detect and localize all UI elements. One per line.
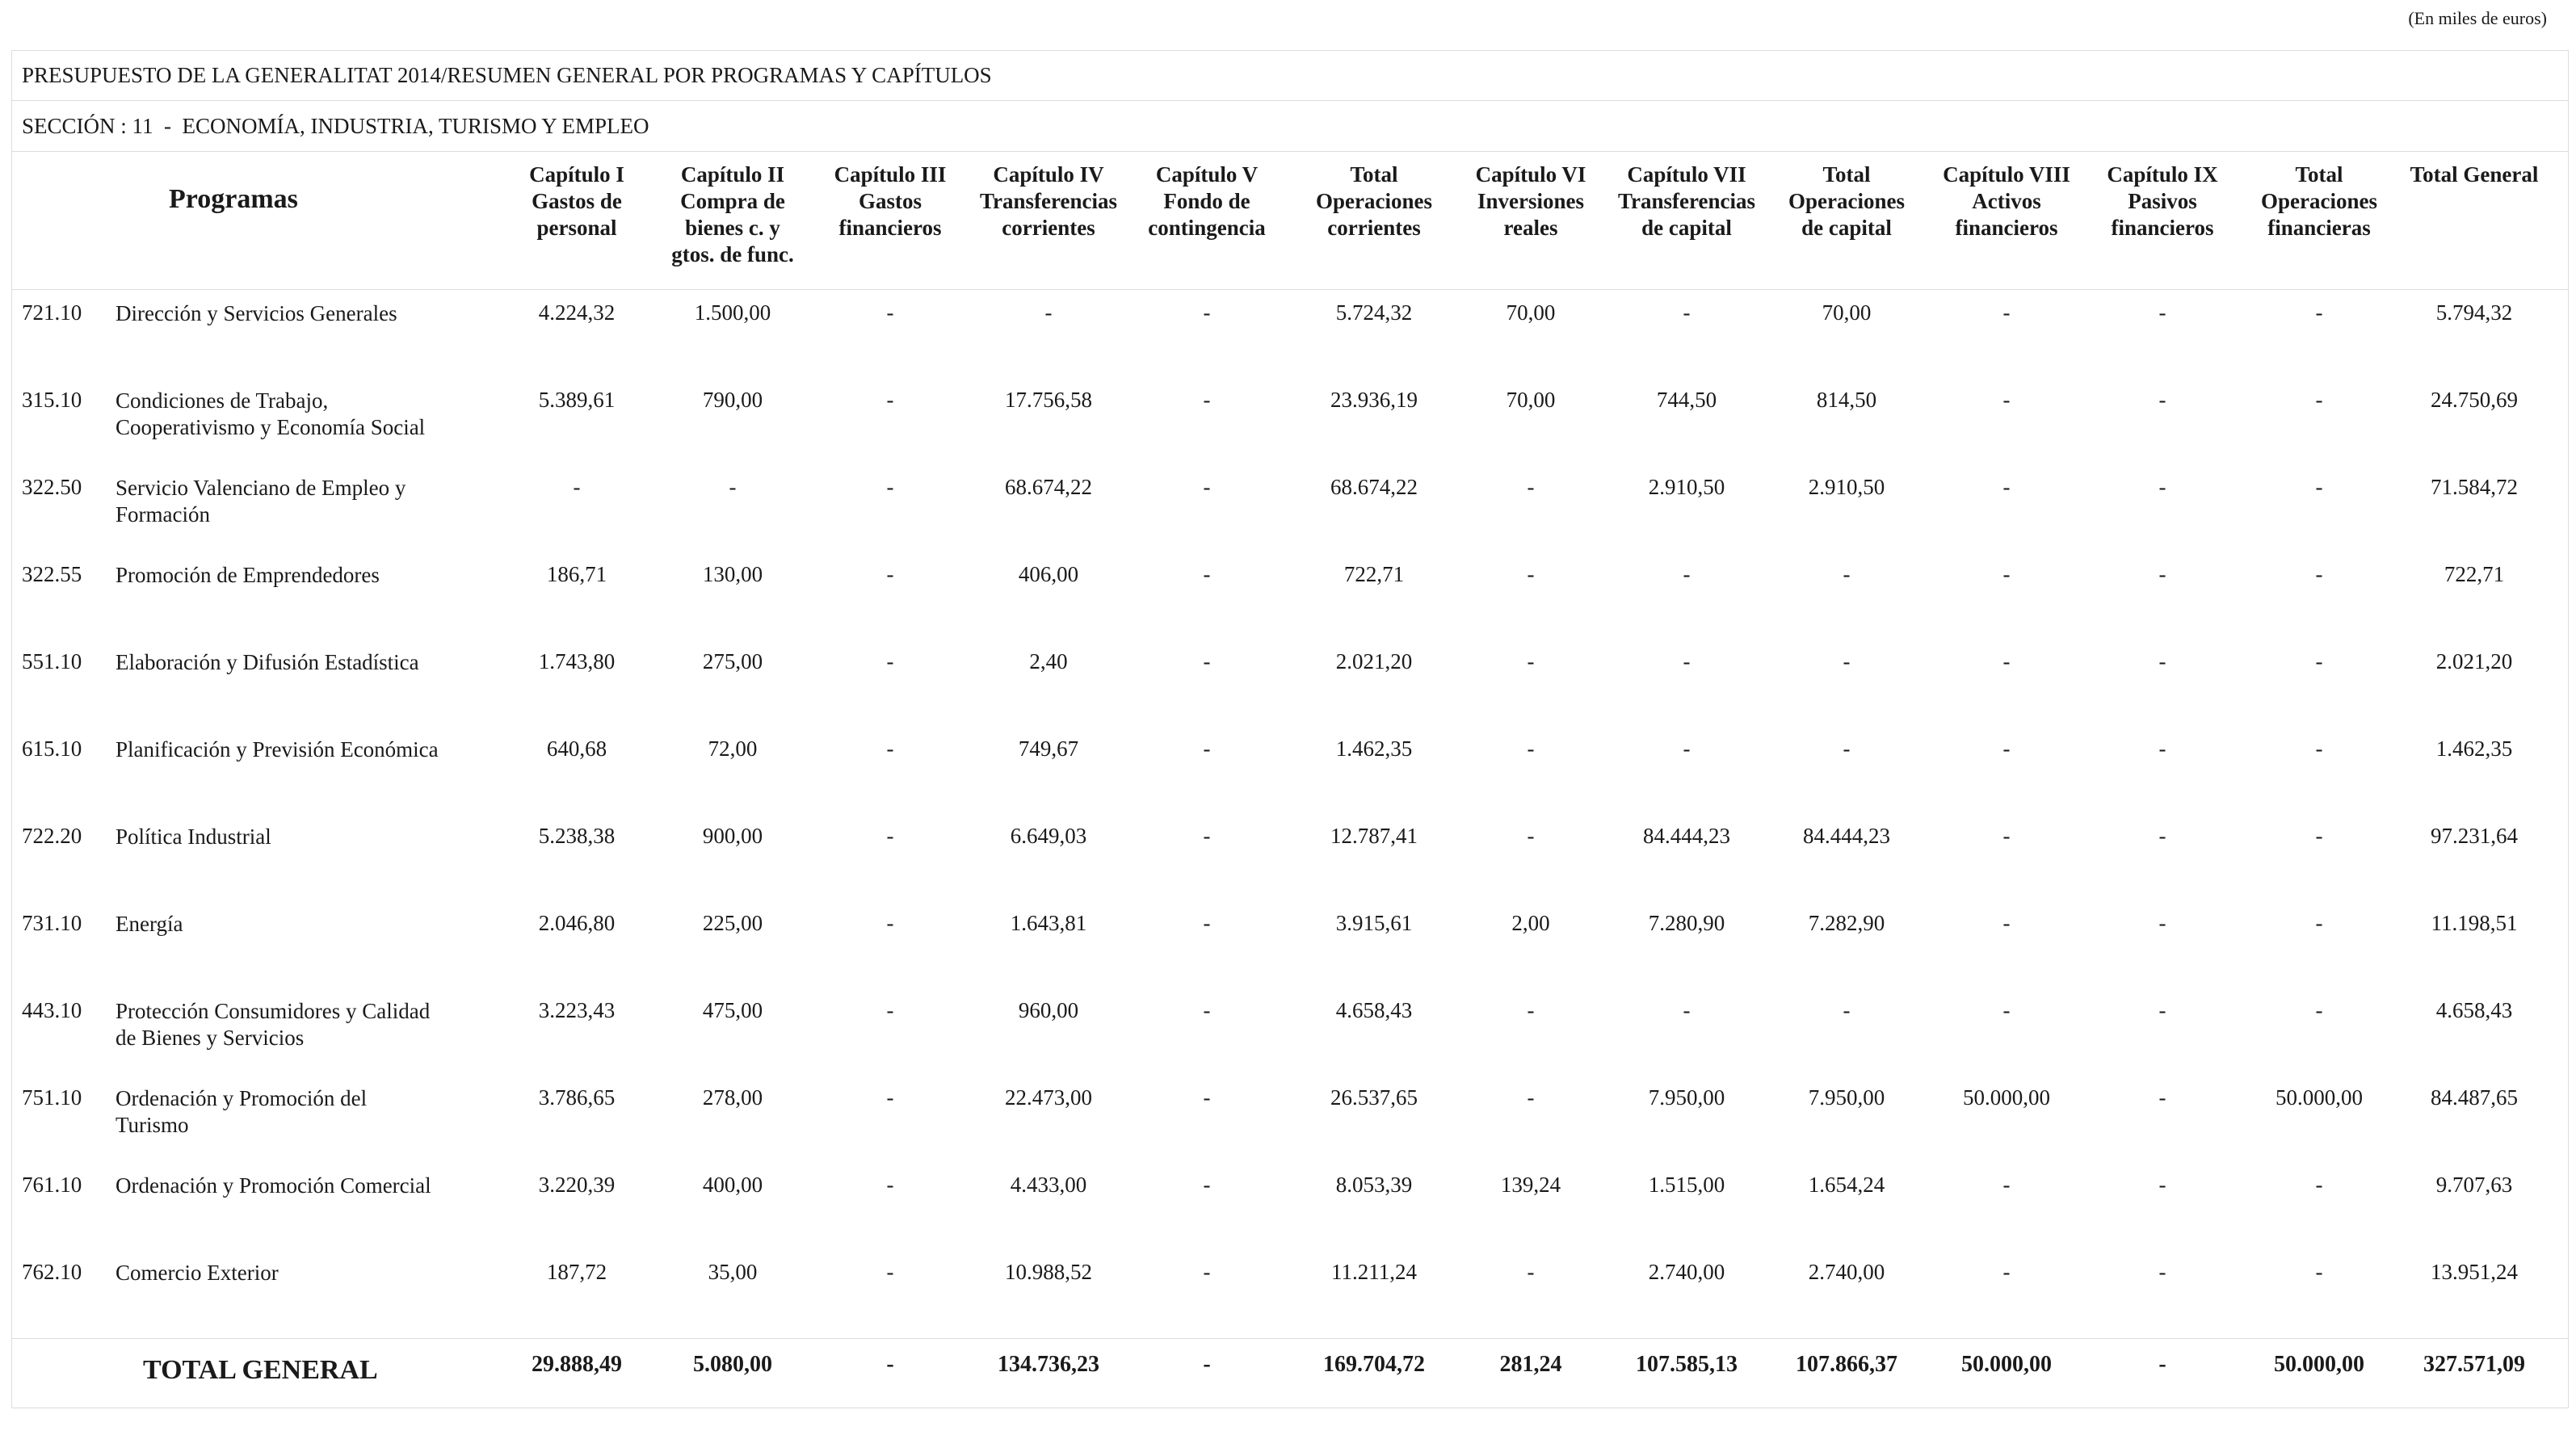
table-row bbox=[12, 1074, 2568, 1161]
amount-cell: 70,00 bbox=[1506, 388, 1556, 412]
amount-cell: - bbox=[2158, 736, 2166, 761]
program-code: 761.10 bbox=[22, 1173, 82, 1197]
amount-cell: - bbox=[2158, 911, 2166, 935]
total-amount-cell: 5.080,00 bbox=[693, 1352, 772, 1377]
total-amount-cell: - bbox=[1203, 1352, 1211, 1377]
amount-cell: 186,71 bbox=[546, 562, 607, 586]
amount-cell: 1.500,00 bbox=[694, 300, 771, 325]
amount-cell: 35,00 bbox=[708, 1260, 758, 1284]
amount-cell: - bbox=[2002, 824, 2011, 848]
amount-cell: 5.389,61 bbox=[538, 388, 616, 412]
amount-cell: 7.280,90 bbox=[1648, 911, 1725, 935]
amount-cell: 2.740,00 bbox=[1648, 1260, 1725, 1284]
amount-cell: 1.462,35 bbox=[2435, 736, 2513, 761]
amount-cell: 5.794,32 bbox=[2435, 300, 2513, 325]
amount-cell: - bbox=[2002, 475, 2011, 499]
table-header bbox=[12, 152, 2568, 290]
amount-cell: - bbox=[2315, 562, 2323, 586]
total-amount-cell: 107.866,37 bbox=[1796, 1352, 1897, 1377]
total-row bbox=[12, 1338, 2568, 1408]
amount-cell: - bbox=[886, 1260, 894, 1284]
program-name: Energía bbox=[116, 912, 183, 936]
amount-cell: 6.649,03 bbox=[1010, 824, 1087, 848]
program-code: 443.10 bbox=[22, 998, 82, 1022]
amount-cell: 1.515,00 bbox=[1648, 1173, 1725, 1197]
amount-cell: - bbox=[886, 1085, 894, 1110]
program-name: Dirección y Servicios Generales bbox=[116, 301, 397, 325]
amount-cell: 2,40 bbox=[1029, 649, 1068, 673]
column-header: Total General bbox=[2410, 162, 2539, 187]
amount-cell: 70,00 bbox=[1822, 300, 1872, 325]
amount-cell: 406,00 bbox=[1018, 562, 1079, 586]
amount-cell: - bbox=[1203, 649, 1211, 673]
amount-cell: 4.658,43 bbox=[2435, 998, 2513, 1022]
amount-cell: - bbox=[2158, 388, 2166, 412]
amount-cell: 2.021,20 bbox=[1335, 649, 1413, 673]
amount-cell: - bbox=[1203, 300, 1211, 325]
program-code: 322.50 bbox=[22, 475, 82, 499]
total-amount-cell: - bbox=[886, 1352, 894, 1377]
amount-cell: 11.211,24 bbox=[1331, 1260, 1417, 1284]
amount-cell: 84.444,23 bbox=[1643, 824, 1730, 848]
amount-cell: 4.658,43 bbox=[1335, 998, 1413, 1022]
amount-cell: - bbox=[2158, 475, 2166, 499]
program-name: Ordenación y Promoción del Turismo bbox=[116, 1086, 368, 1137]
amount-cell: - bbox=[1203, 1260, 1211, 1284]
amount-cell: 1.643,81 bbox=[1010, 911, 1087, 935]
amount-cell: 71.584,72 bbox=[2431, 475, 2518, 499]
amount-cell: - bbox=[1527, 736, 1535, 761]
amount-cell: - bbox=[2315, 1260, 2323, 1284]
amount-cell: 744,50 bbox=[1656, 388, 1717, 412]
program-code: 315.10 bbox=[22, 388, 82, 412]
amount-cell: - bbox=[2002, 998, 2011, 1022]
amount-cell: 1.743,80 bbox=[538, 649, 616, 673]
amount-cell: - bbox=[2002, 1260, 2011, 1284]
amount-cell: - bbox=[2158, 1260, 2166, 1284]
amount-cell: - bbox=[886, 649, 894, 673]
amount-cell: 50.000,00 bbox=[1963, 1085, 2050, 1110]
amount-cell: - bbox=[2315, 300, 2323, 325]
amount-cell: 8.053,39 bbox=[1335, 1173, 1413, 1197]
program-code: 722.20 bbox=[22, 824, 82, 848]
amount-cell: - bbox=[1843, 998, 1851, 1022]
amount-cell: 7.950,00 bbox=[1808, 1085, 1885, 1110]
total-amount-cell: 169.704,72 bbox=[1323, 1352, 1425, 1377]
column-header: Capítulo IX Pasivos financieros bbox=[2107, 162, 2218, 240]
amount-cell: - bbox=[1527, 1085, 1535, 1110]
amount-cell: - bbox=[1203, 1173, 1211, 1197]
amount-cell: 97.231,64 bbox=[2431, 824, 2518, 848]
amount-cell: - bbox=[2158, 1085, 2166, 1110]
amount-cell: - bbox=[2315, 824, 2323, 848]
amount-cell: - bbox=[1203, 998, 1211, 1022]
amount-cell: - bbox=[1843, 649, 1851, 673]
amount-cell: - bbox=[2002, 1173, 2011, 1197]
program-code: 721.10 bbox=[22, 300, 82, 325]
amount-cell: - bbox=[2315, 911, 2323, 935]
amount-cell: 749,67 bbox=[1018, 736, 1079, 761]
program-code: 731.10 bbox=[22, 911, 82, 935]
amount-cell: 139,24 bbox=[1500, 1173, 1561, 1197]
program-name: Promoción de Emprendedores bbox=[116, 563, 380, 587]
program-name: Comercio Exterior bbox=[116, 1261, 279, 1285]
budget-table bbox=[11, 50, 2569, 1408]
amount-cell: - bbox=[886, 736, 894, 761]
program-name: Elaboración y Difusión Estadística bbox=[116, 650, 419, 674]
amount-cell: - bbox=[886, 475, 894, 499]
amount-cell: - bbox=[2002, 649, 2011, 673]
program-name: Protección Consumidores y Calidad de Bienes y Servicios bbox=[116, 999, 431, 1050]
amount-cell: 1.654,24 bbox=[1808, 1173, 1885, 1197]
amount-cell: - bbox=[886, 824, 894, 848]
program-name: Ordenación y Promoción Comercial bbox=[116, 1173, 431, 1198]
amount-cell: - bbox=[1683, 998, 1691, 1022]
units-note: (En miles de euros) bbox=[2408, 8, 2547, 28]
amount-cell: 68.674,22 bbox=[1330, 475, 1418, 499]
amount-cell: 2,00 bbox=[1511, 911, 1550, 935]
amount-cell: 640,68 bbox=[546, 736, 607, 761]
amount-cell: - bbox=[2315, 1173, 2323, 1197]
amount-cell: - bbox=[886, 388, 894, 412]
table-row bbox=[12, 376, 2568, 464]
amount-cell: 13.951,24 bbox=[2431, 1260, 2518, 1284]
amount-cell: - bbox=[1203, 824, 1211, 848]
amount-cell: - bbox=[1203, 1085, 1211, 1110]
amount-cell: 70,00 bbox=[1506, 300, 1556, 325]
amount-cell: - bbox=[2002, 736, 2011, 761]
programs-header: Programas bbox=[169, 184, 298, 214]
amount-cell: - bbox=[2315, 998, 2323, 1022]
program-name: Planificación y Previsión Económica bbox=[116, 737, 439, 762]
amount-cell: 722,71 bbox=[1343, 562, 1405, 586]
program-name: Política Industrial bbox=[116, 825, 271, 849]
table-row bbox=[12, 812, 2568, 900]
amount-cell: 225,00 bbox=[702, 911, 763, 935]
program-code: 551.10 bbox=[22, 649, 82, 673]
program-code: 762.10 bbox=[22, 1260, 82, 1284]
amount-cell: - bbox=[1527, 562, 1535, 586]
amount-cell: - bbox=[1527, 1260, 1535, 1284]
amount-cell: - bbox=[1683, 562, 1691, 586]
amount-cell: 2.740,00 bbox=[1808, 1260, 1885, 1284]
amount-cell: 68.674,22 bbox=[1005, 475, 1092, 499]
amount-cell: 900,00 bbox=[702, 824, 763, 848]
amount-cell: 23.936,19 bbox=[1330, 388, 1418, 412]
amount-cell: - bbox=[1203, 562, 1211, 586]
total-amount-cell: 134.736,23 bbox=[998, 1352, 1099, 1377]
amount-cell: 11.198,51 bbox=[2431, 911, 2518, 935]
table-row bbox=[12, 1161, 2568, 1248]
table-row bbox=[12, 551, 2568, 638]
amount-cell: 24.750,69 bbox=[2431, 388, 2518, 412]
table-title: PRESUPUESTO DE LA GENERALITAT 2014/RESUMEN GENERAL POR PROGRAMAS Y CAPÍTULOS bbox=[12, 51, 2568, 101]
amount-cell: 12.787,41 bbox=[1330, 824, 1418, 848]
amount-cell: 275,00 bbox=[702, 649, 763, 673]
amount-cell: 2.046,80 bbox=[538, 911, 616, 935]
column-header: Capítulo VII Transferencias de capital bbox=[1618, 162, 1755, 240]
amount-cell: - bbox=[1203, 388, 1211, 412]
amount-cell: 3.223,43 bbox=[538, 998, 616, 1022]
amount-cell: 26.537,65 bbox=[1330, 1085, 1418, 1110]
total-amount-cell: 50.000,00 bbox=[2274, 1352, 2364, 1377]
column-header: Total Operaciones corrientes bbox=[1316, 162, 1432, 240]
amount-cell: - bbox=[1527, 824, 1535, 848]
amount-cell: - bbox=[886, 998, 894, 1022]
total-amount-cell: - bbox=[2158, 1352, 2166, 1377]
amount-cell: - bbox=[1683, 300, 1691, 325]
column-header: Capítulo IV Transferencias corrientes bbox=[980, 162, 1117, 240]
amount-cell: - bbox=[1683, 736, 1691, 761]
table-row bbox=[12, 289, 2568, 376]
amount-cell: - bbox=[2002, 300, 2011, 325]
total-amount-cell: 29.888,49 bbox=[532, 1352, 622, 1377]
amount-cell: 960,00 bbox=[1018, 998, 1079, 1022]
amount-cell: - bbox=[2158, 562, 2166, 586]
amount-cell: 1.462,35 bbox=[1335, 736, 1413, 761]
amount-cell: - bbox=[2315, 649, 2323, 673]
amount-cell: 3.220,39 bbox=[538, 1173, 616, 1197]
table-row bbox=[12, 900, 2568, 987]
amount-cell: - bbox=[729, 475, 737, 499]
amount-cell: 17.756,58 bbox=[1005, 388, 1092, 412]
amount-cell: - bbox=[886, 911, 894, 935]
table-row bbox=[12, 1248, 2568, 1336]
amount-cell: - bbox=[2315, 475, 2323, 499]
amount-cell: - bbox=[1203, 911, 1211, 935]
amount-cell: - bbox=[2158, 649, 2166, 673]
program-name: Condiciones de Trabajo, Cooperativismo y Economía Social bbox=[116, 388, 426, 439]
column-header: Capítulo VI Inversiones reales bbox=[1475, 162, 1586, 240]
total-amount-cell: 281,24 bbox=[1499, 1352, 1562, 1377]
amount-cell: 400,00 bbox=[702, 1173, 763, 1197]
amount-cell: 3.786,65 bbox=[538, 1085, 616, 1110]
amount-cell: - bbox=[1527, 649, 1535, 673]
amount-cell: - bbox=[1683, 649, 1691, 673]
amount-cell: 2.021,20 bbox=[2435, 649, 2513, 673]
column-header: Total Operaciones de capital bbox=[1788, 162, 1905, 240]
table-row bbox=[12, 638, 2568, 725]
table-row bbox=[12, 725, 2568, 812]
amount-cell: 2.910,50 bbox=[1648, 475, 1725, 499]
amount-cell: - bbox=[573, 475, 581, 499]
amount-cell: 5.724,32 bbox=[1335, 300, 1413, 325]
total-amount-cell: 107.585,13 bbox=[1636, 1352, 1738, 1377]
amount-cell: - bbox=[1843, 736, 1851, 761]
table-row bbox=[12, 987, 2568, 1074]
program-name: Servicio Valenciano de Empleo y Formación bbox=[116, 476, 406, 527]
column-header: Capítulo V Fondo de contingencia bbox=[1148, 162, 1266, 240]
amount-cell: 187,72 bbox=[546, 1260, 607, 1284]
amount-cell: - bbox=[2002, 562, 2011, 586]
amount-cell: - bbox=[886, 300, 894, 325]
column-header: Capítulo III Gastos financieros bbox=[834, 162, 947, 240]
program-code: 751.10 bbox=[22, 1085, 82, 1110]
amount-cell: - bbox=[2002, 911, 2011, 935]
amount-cell: - bbox=[886, 1173, 894, 1197]
amount-cell: 22.473,00 bbox=[1005, 1085, 1092, 1110]
amount-cell: - bbox=[1527, 475, 1535, 499]
column-header: Capítulo VIII Activos financieros bbox=[1943, 162, 2070, 240]
amount-cell: 84.444,23 bbox=[1803, 824, 1890, 848]
total-label: TOTAL GENERAL bbox=[143, 1355, 378, 1385]
amount-cell: 10.988,52 bbox=[1005, 1260, 1092, 1284]
column-header: Capítulo I Gastos de personal bbox=[529, 162, 624, 240]
amount-cell: - bbox=[2158, 1173, 2166, 1197]
amount-cell: - bbox=[1044, 300, 1053, 325]
amount-cell: 278,00 bbox=[702, 1085, 763, 1110]
amount-cell: 50.000,00 bbox=[2276, 1085, 2363, 1110]
amount-cell: - bbox=[2158, 824, 2166, 848]
amount-cell: 7.950,00 bbox=[1648, 1085, 1725, 1110]
amount-cell: 9.707,63 bbox=[2435, 1173, 2513, 1197]
amount-cell: 4.433,00 bbox=[1010, 1173, 1087, 1197]
amount-cell: 722,71 bbox=[2444, 562, 2505, 586]
amount-cell: 84.487,65 bbox=[2431, 1085, 2518, 1110]
total-amount-cell: 50.000,00 bbox=[1961, 1352, 2052, 1377]
amount-cell: - bbox=[2002, 388, 2011, 412]
amount-cell: 2.910,50 bbox=[1808, 475, 1885, 499]
amount-cell: 7.282,90 bbox=[1808, 911, 1885, 935]
column-header: Total Operaciones financieras bbox=[2261, 162, 2377, 240]
amount-cell: 3.915,61 bbox=[1335, 911, 1413, 935]
amount-cell: - bbox=[2315, 736, 2323, 761]
amount-cell: - bbox=[2158, 998, 2166, 1022]
table-row bbox=[12, 464, 2568, 551]
amount-cell: - bbox=[2158, 300, 2166, 325]
amount-cell: 4.224,32 bbox=[538, 300, 616, 325]
total-amount-cell: 327.571,09 bbox=[2423, 1352, 2525, 1377]
amount-cell: 814,50 bbox=[1816, 388, 1877, 412]
amount-cell: 5.238,38 bbox=[538, 824, 616, 848]
program-code: 322.55 bbox=[22, 562, 82, 586]
amount-cell: - bbox=[2315, 388, 2323, 412]
amount-cell: - bbox=[1527, 998, 1535, 1022]
program-code: 615.10 bbox=[22, 736, 82, 761]
section-label: SECCIÓN : 11 - ECONOMÍA, INDUSTRIA, TURISMO Y EMPLEO bbox=[12, 101, 2568, 152]
amount-cell: 475,00 bbox=[702, 998, 763, 1022]
amount-cell: - bbox=[1843, 562, 1851, 586]
amount-cell: - bbox=[886, 562, 894, 586]
amount-cell: 72,00 bbox=[708, 736, 758, 761]
amount-cell: - bbox=[1203, 736, 1211, 761]
amount-cell: 790,00 bbox=[702, 388, 763, 412]
column-header: Capítulo II Compra de bienes c. y gtos. de func. bbox=[671, 162, 794, 266]
amount-cell: - bbox=[1203, 475, 1211, 499]
amount-cell: 130,00 bbox=[702, 562, 763, 586]
